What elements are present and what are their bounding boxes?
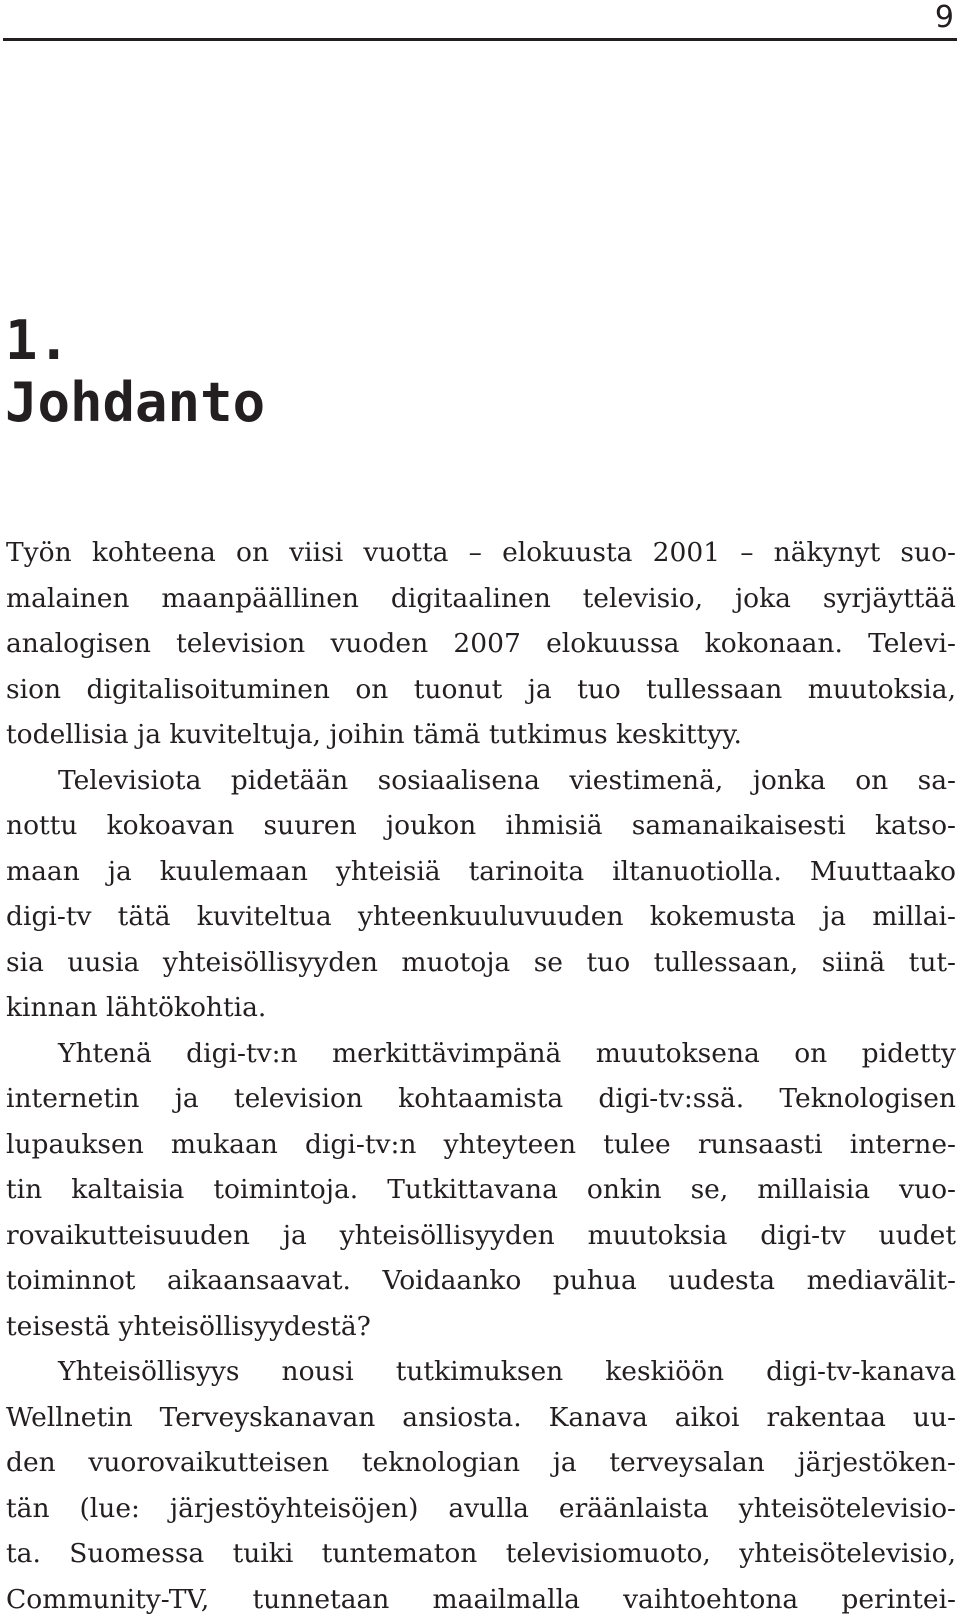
paragraph-3	[6, 1031, 956, 1350]
paragraph-line: teisestä yhteisöllisyydestä?	[6, 1310, 371, 1342]
paragraph-4	[6, 1349, 956, 1622]
paragraph-line: Community-TV, tunnetaan maailmalla vaihtoehtona perintei-	[6, 1583, 956, 1615]
paragraph-line: digi-tv tätä kuviteltua yhteenkuuluvuuden kokemusta ja millai-	[6, 901, 956, 932]
header-rule	[3, 38, 957, 41]
paragraph-line: sia uusia yhteisöllisyyden muotoja se tuo tullessaan, siinä tut-	[6, 946, 956, 978]
paragraph-line: Yhtenä digi-tv:n merkittävimpänä muutoksena on pidetty	[58, 1037, 956, 1069]
paragraph-line: Yhteisöllisyys nousi tutkimuksen keskiöön digi-tv-kanava	[58, 1356, 956, 1387]
paragraph-line: maan ja kuulemaan yhteisiä tarinoita iltanuotiolla. Muuttaako	[6, 855, 956, 887]
paragraph-line: Työn kohteena on viisi vuotta – elokuusta 2001 – näkynyt suo-	[6, 537, 956, 568]
paragraph-line: toiminnot aikaansaavat. Voidaanko puhua uudesta mediavälit-	[6, 1265, 956, 1296]
paragraph-line: nottu kokoavan suuren joukon ihmisiä samanaikaisesti katso-	[6, 810, 956, 841]
body-text	[6, 530, 956, 1622]
paragraph-line: Wellnetin Terveyskanavan ansiosta. Kanava aikoi rakentaa uu-	[6, 1401, 956, 1433]
paragraph-line: internetin ja television kohtaamista digi-tv:ssä. Teknologisen	[6, 1083, 956, 1114]
paragraph-line: rovaikutteisuuden ja yhteisöllisyyden muutoksia digi-tv uudet	[6, 1219, 956, 1251]
paragraph-line: analogisen television vuoden 2007 elokuussa kokonaan. Televi-	[6, 628, 956, 659]
paragraph-line: Televisiota pidetään sosiaalisena viestimenä, jonka on sa-	[58, 764, 956, 796]
paragraph-line: lupauksen mukaan digi-tv:n yhteyteen tulee runsaasti interne-	[6, 1128, 956, 1160]
chapter-title: Johdanto	[5, 371, 266, 434]
chapter-heading	[5, 310, 265, 434]
paragraph-2	[6, 758, 956, 1031]
paragraph-line: ta. Suomessa tuiki tuntematon televisiomuoto, yhteisötelevisio,	[6, 1538, 956, 1569]
paragraph-line: kinnan lähtökohtia.	[6, 992, 267, 1023]
paragraph-line: malainen maanpäällinen digitaalinen televisio, joka syrjäyttää	[6, 582, 956, 614]
chapter-number: 1.	[5, 309, 71, 372]
paragraph-1	[6, 530, 956, 758]
page-number: 9	[934, 0, 954, 35]
paragraph-line: todellisia ja kuviteltuja, joihin tämä tutkimus keskittyy.	[6, 719, 742, 750]
paragraph-line: tin kaltaisia toimintoja. Tutkittavana onkin se, millaisia vuo-	[6, 1174, 956, 1205]
paragraph-line: den vuorovaikutteisen teknologian ja terveysalan järjestöken-	[6, 1447, 956, 1478]
paragraph-line: tän (lue: järjestöyhteisöjen) avulla eräänlaista yhteisötelevisio-	[6, 1492, 956, 1524]
paragraph-line: sion digitalisoituminen on tuonut ja tuo tullessaan muutoksia,	[6, 673, 956, 705]
